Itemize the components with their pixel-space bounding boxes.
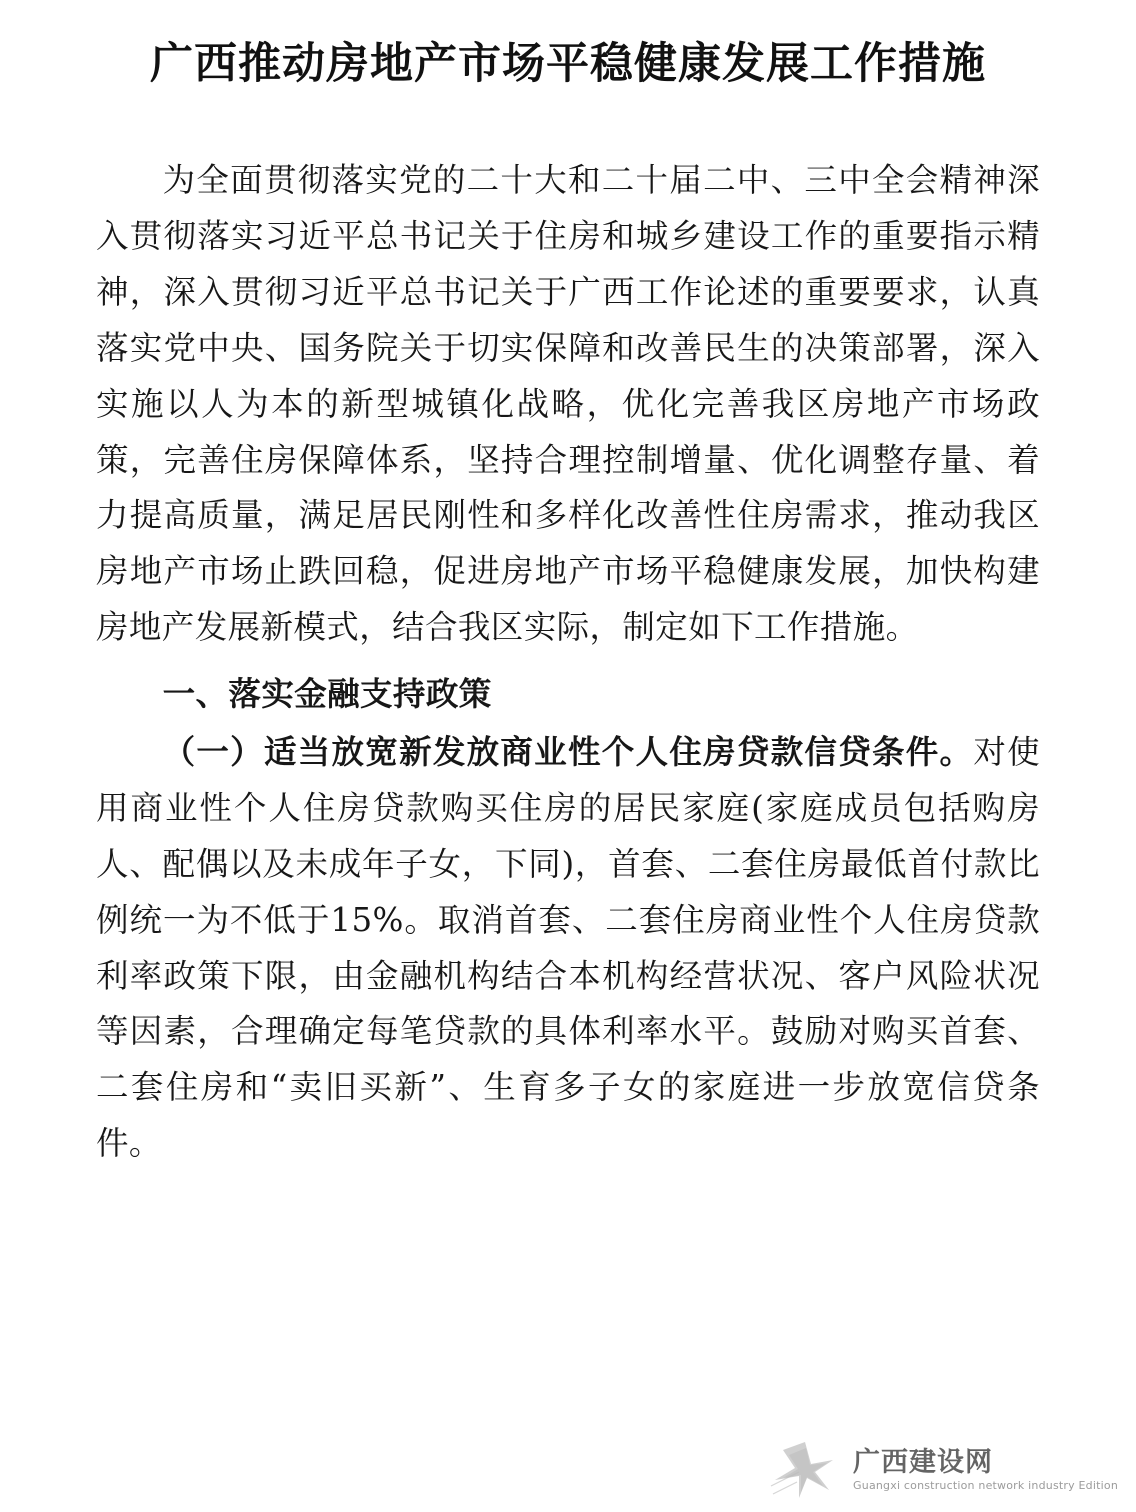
item-lead-1: （一）适当放宽新发放商业性个人住房贷款信贷条件。 bbox=[162, 731, 974, 771]
page-title: 广西推动房地产市场平稳健康发展工作措施 bbox=[150, 39, 986, 89]
watermark-text bbox=[853, 1448, 1118, 1493]
star-logo-icon bbox=[769, 1438, 843, 1502]
section-heading-1: 一、落实金融支持政策 bbox=[162, 674, 492, 714]
watermark-main-label: 广西建设网 bbox=[853, 1446, 994, 1478]
watermark-sub-label: Guangxi construction network industry Edition bbox=[853, 1479, 1118, 1493]
document-body bbox=[96, 153, 1040, 1172]
paragraph-preamble: 为全面贯彻落实党的二十大和二十届二中、三中全会精神深入贯彻落实习近平总书记关于住房和城乡建设工作的重要指示精神，深入贯彻习近平总书记关于广西工作论述的重要要求，认真落实党中央、国务院关于切实保障和改善民生的决策部署，深入实施以人为本的新型城镇化战略，优化完善我区房地产市场政策，完善住房保障体系，坚持合理控制增量、优化调整存量、着力提高质量，满足居民刚性和多样化改善性住房需求，推动我区房地产市场止跌回稳，促进房地产市场平稳健康发展，加快构建房地产发展新模式，结合我区实际，制定如下工作措施。 bbox=[96, 161, 1040, 647]
item-body-1: 对使用商业性个人住房贷款购买住房的居民家庭(家庭成员包括购房人、配偶以及未成年子女，下同)，首套、二套住房最低首付款比例统一为不低于15%。取消首套、二套住房商业性个人住房贷款利率政策下限，由金融机构结合本机构经营状况、客户风险状况等因素，合理确定每笔贷款的具体利率水平。鼓励对购买首套、二套住房和“卖旧买新”、生育多子女的家庭进一步放宽信贷条件。 bbox=[96, 732, 1040, 1163]
watermark bbox=[769, 1438, 1118, 1502]
item-paragraph-1 bbox=[96, 724, 1040, 1172]
